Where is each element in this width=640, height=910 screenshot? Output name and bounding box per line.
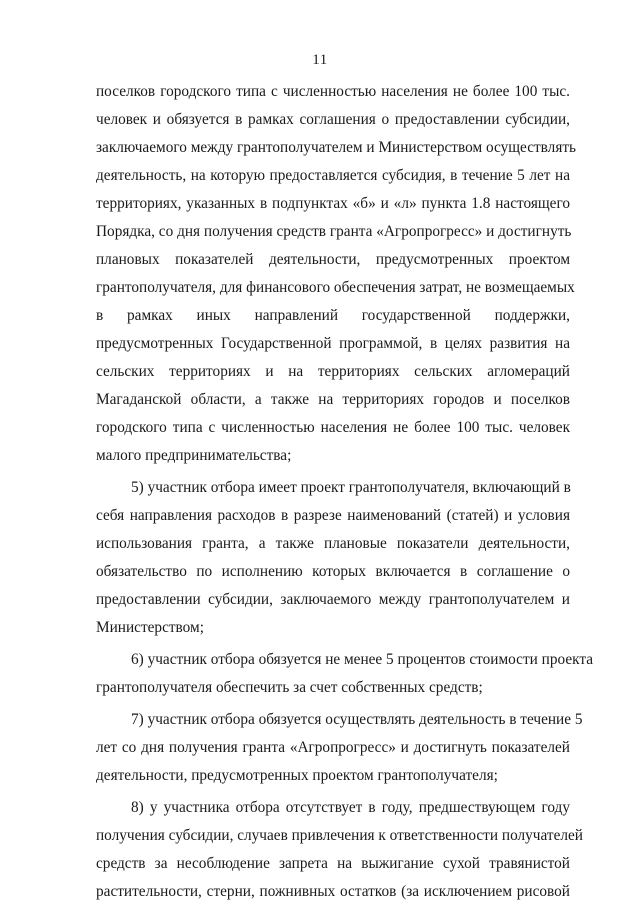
text-line: грантополучателя, для финансового обеспечения затрат, не возмещаемых <box>96 279 575 296</box>
paragraph-item-8 <box>96 794 583 906</box>
text-line: предоставлении субсидии, заключаемого между грантополучателем и <box>96 591 570 608</box>
text-line: Магаданской области, а также на территориях городов и поселков <box>96 391 570 408</box>
text-line: человек и обязуется в рамках соглашения о предоставлении субсидии, <box>96 111 570 128</box>
text-line: получения субсидии, случаев привлечения к ответственности получателей <box>96 827 583 844</box>
text-line: грантополучателя обеспечить за счет собственных средств; <box>96 679 483 696</box>
body-text <box>96 78 593 910</box>
paragraph-item-7 <box>96 706 583 790</box>
text-line: деятельность, на которую предоставляется субсидия, в течение 5 лет на <box>96 167 570 184</box>
text-line: Порядка, со дня получения средств гранта «Агропрогресс» и достигнуть <box>96 223 572 240</box>
text-line: заключаемого между грантополучателем и Министерством осуществлять <box>96 139 577 156</box>
page-number: 11 <box>312 52 328 68</box>
text-line: использования гранта, а также плановые показатели деятельности, <box>96 535 570 552</box>
text-line: 6) участник отбора обязуется не менее 5 процентов стоимости проекта <box>131 651 593 668</box>
text-line: растительности, стерни, пожнивных остатков (за исключением рисовой <box>96 883 570 900</box>
text-line: деятельности, предусмотренных проектом грантополучателя; <box>96 767 498 784</box>
paragraph-item-6 <box>96 646 593 702</box>
text-line: малого предпринимательства; <box>96 447 292 464</box>
text-line: 8) у участника отбора отсутствует в году, предшествующем году <box>131 799 570 816</box>
text-line: средств за несоблюдение запрета на выжигание сухой травянистой <box>96 855 570 872</box>
text-line: предусмотренных Государственной программой, в целях развития на <box>96 335 570 352</box>
text-line: себя направления расходов в разрезе наименований (статей) и условия <box>96 507 570 524</box>
text-line: 7) участник отбора обязуется осуществлять деятельность в течение 5 <box>131 711 583 728</box>
text-line: территориях, указанных в подпунктах «б» и «л» пункта 1.8 настоящего <box>96 195 570 212</box>
paragraph-continuation <box>96 78 577 470</box>
text-line: обязательство по исполнению которых включается в соглашение о <box>96 563 570 580</box>
text-line: плановых показателей деятельности, предусмотренных проектом <box>96 251 570 268</box>
text-line: сельских территориях и на территориях сельских агломераций <box>96 363 570 380</box>
text-line: поселков городского типа с численностью населения не более 100 тыс. <box>96 83 570 100</box>
paragraph-item-5 <box>96 474 570 642</box>
text-line: лет со дня получения гранта «Агропрогресс» и достигнуть показателей <box>96 739 570 756</box>
text-line: в рамках иных направлений государственной поддержки, <box>96 307 570 324</box>
text-line: городского типа с численностью населения не более 100 тыс. человек <box>96 419 570 436</box>
text-line: Министерством; <box>96 619 204 636</box>
text-line: 5) участник отбора имеет проект грантополучателя, включающий в <box>131 479 571 496</box>
